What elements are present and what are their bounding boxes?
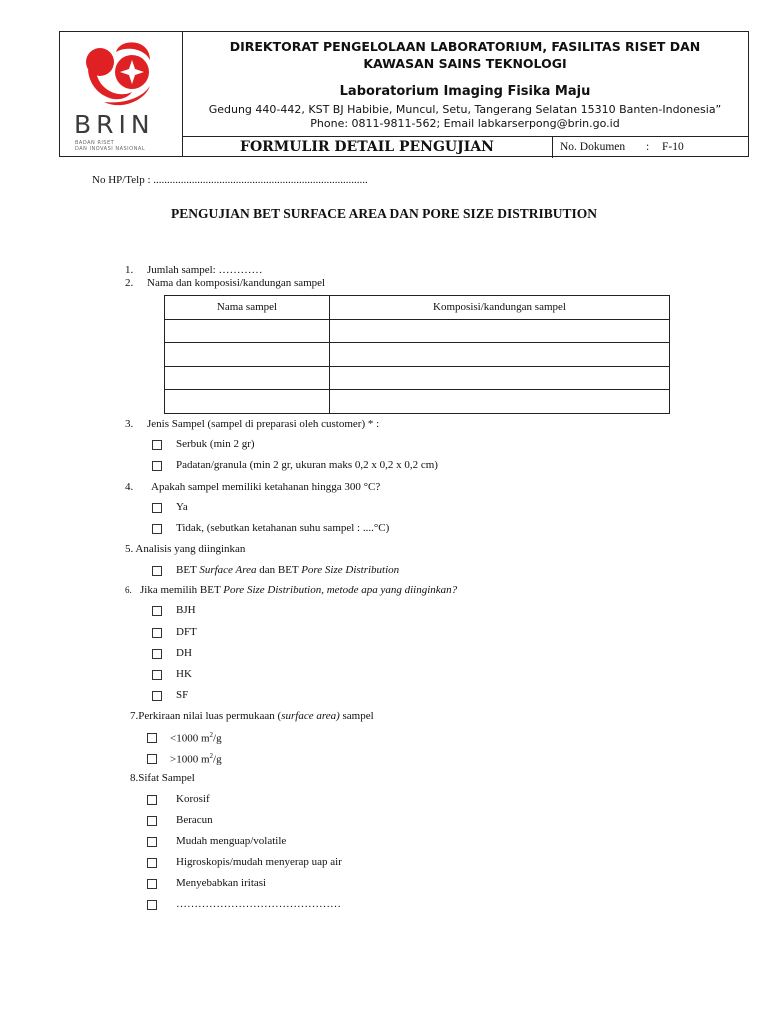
checkbox-icon[interactable] bbox=[152, 461, 162, 471]
q2-text: Nama dan komposisi/kandungan sampel bbox=[147, 277, 326, 289]
checkbox-icon[interactable] bbox=[147, 795, 157, 805]
q1-text[interactable]: Jumlah sampel: ………… bbox=[147, 264, 263, 276]
address: Gedung 440-442, KST BJ Habibie, Muncul, Setu, Tangerang Selatan 15310 Banten-Indonesia” bbox=[208, 103, 722, 116]
q2-number: 2. bbox=[125, 277, 134, 289]
q6-number: 6. bbox=[125, 585, 132, 595]
checkbox-icon[interactable] bbox=[152, 670, 162, 680]
contact: Phone: 0811-9811-562; Email labkarserpong@brin.go.id bbox=[310, 117, 620, 130]
checkbox-icon[interactable] bbox=[152, 440, 162, 450]
table-row bbox=[165, 343, 670, 367]
checkbox-icon[interactable] bbox=[147, 816, 157, 826]
q8-option-beracun: Beracun bbox=[176, 814, 213, 826]
q3-number: 3. bbox=[125, 418, 134, 430]
checkbox-icon[interactable] bbox=[152, 503, 162, 513]
checkbox-icon[interactable] bbox=[152, 649, 162, 659]
sample-composition-cell[interactable] bbox=[330, 319, 670, 343]
institution-info bbox=[182, 32, 748, 136]
col-header-name: Nama sampel bbox=[165, 296, 330, 320]
logo-area bbox=[60, 32, 183, 156]
doc-colon: : bbox=[646, 141, 650, 153]
sample-composition-cell[interactable] bbox=[330, 366, 670, 390]
q7-text: 7.Perkiraan nilai luas permukaan (surface area) sampel bbox=[130, 710, 374, 722]
q7-option-less: <1000 $m^2/g$ bbox=[170, 731, 222, 745]
q8-option-volatile: Mudah menguap/volatile bbox=[176, 835, 287, 847]
page-title: PENGUJIAN BET SURFACE AREA DAN PORE SIZE DISTRIBUTION bbox=[171, 206, 597, 221]
q8-option-iritasi: Menyebabkan iritasi bbox=[176, 877, 267, 889]
table-row bbox=[165, 366, 670, 390]
form-title: FORMULIR DETAIL PENGUJIAN bbox=[182, 137, 553, 158]
sample-name-cell[interactable] bbox=[165, 319, 330, 343]
q4-option-tidak: Tidak, (sebutkan ketahanan suhu sampel : ....°C) bbox=[176, 522, 390, 534]
doc-label: No. Dokumen bbox=[560, 141, 626, 153]
checkbox-icon[interactable] bbox=[147, 858, 157, 868]
checkbox-icon[interactable] bbox=[152, 628, 162, 638]
brin-logo-icon bbox=[80, 36, 162, 112]
sample-composition-cell[interactable] bbox=[330, 390, 670, 414]
form-title-row bbox=[182, 136, 748, 158]
checkbox-icon[interactable] bbox=[147, 900, 157, 910]
q8-option-korosif: Korosif bbox=[176, 793, 210, 805]
q8-option-higroskopis: Higroskopis/mudah menyerap uap air bbox=[176, 856, 342, 868]
checkbox-icon[interactable] bbox=[152, 566, 162, 576]
q6-option-bjh: BJH bbox=[176, 604, 196, 616]
logo-wordmark: BRIN bbox=[74, 110, 155, 139]
q4-option-ya: Ya bbox=[176, 501, 188, 513]
q6-option-dh: DH bbox=[176, 647, 192, 659]
lab-name: Laboratorium Imaging Fisika Maju bbox=[339, 84, 591, 99]
q7-option-more: >1000 $m^2/g$ bbox=[170, 752, 222, 766]
q3-option-padatan: Padatan/granula (min 2 gr, ukuran maks 0,2 x 0,2 x 0,2 cm) bbox=[176, 459, 438, 471]
phone-field[interactable]: No HP/Telp : .............................................................................. bbox=[92, 174, 368, 186]
checkbox-icon[interactable] bbox=[147, 837, 157, 847]
q4-text: Apakah sampel memiliki ketahanan hingga 300 °C? bbox=[151, 481, 381, 493]
q6-option-sf: SF bbox=[176, 689, 189, 701]
sample-name-cell[interactable] bbox=[165, 343, 330, 367]
checkbox-icon[interactable] bbox=[152, 606, 162, 616]
q6-option-hk: HK bbox=[176, 668, 192, 680]
sample-name-cell[interactable] bbox=[165, 366, 330, 390]
sample-name-cell[interactable] bbox=[165, 390, 330, 414]
col-header-composition: Komposisi/kandungan sampel bbox=[330, 296, 670, 320]
q3-option-serbuk: Serbuk (min 2 gr) bbox=[176, 438, 255, 450]
sample-composition-cell[interactable] bbox=[330, 343, 670, 367]
q8-option-other[interactable]: ……………………………………… bbox=[176, 898, 341, 910]
table-header-row bbox=[165, 296, 670, 320]
q8-text: 8.Sifat Sampel bbox=[130, 772, 195, 784]
sample-table bbox=[164, 295, 670, 414]
checkbox-icon[interactable] bbox=[152, 524, 162, 534]
doc-number: F-10 bbox=[662, 141, 684, 153]
document-number bbox=[552, 137, 748, 158]
table-row bbox=[165, 390, 670, 414]
q5-option-bet: BET Surface Area dan BET Pore Size Distribution bbox=[176, 564, 400, 576]
logo-subtitle: BADAN RISET DAN INOVASI NASIONAL bbox=[75, 140, 146, 152]
q4-number: 4. bbox=[125, 481, 134, 493]
checkbox-icon[interactable] bbox=[147, 879, 157, 889]
form-header bbox=[59, 31, 749, 157]
checkbox-icon[interactable] bbox=[147, 754, 157, 764]
q6-option-dft: DFT bbox=[176, 626, 197, 638]
checkbox-icon[interactable] bbox=[147, 733, 157, 743]
checkbox-icon[interactable] bbox=[152, 691, 162, 701]
q6-text: Jika memilih BET Pore Size Distribution, metode apa yang diinginkan? bbox=[140, 584, 458, 596]
directorate-name: DIREKTORAT PENGELOLAAN LABORATORIUM, FASILITAS RISET DAN KAWASAN SAINS TEKNOLOGI bbox=[229, 39, 701, 71]
table-row bbox=[165, 319, 670, 343]
q1-number: 1. bbox=[125, 264, 134, 276]
q3-text: Jenis Sampel (sampel di preparasi oleh customer) * : bbox=[147, 418, 380, 430]
q5-text: 5. Analisis yang diinginkan bbox=[125, 543, 246, 555]
